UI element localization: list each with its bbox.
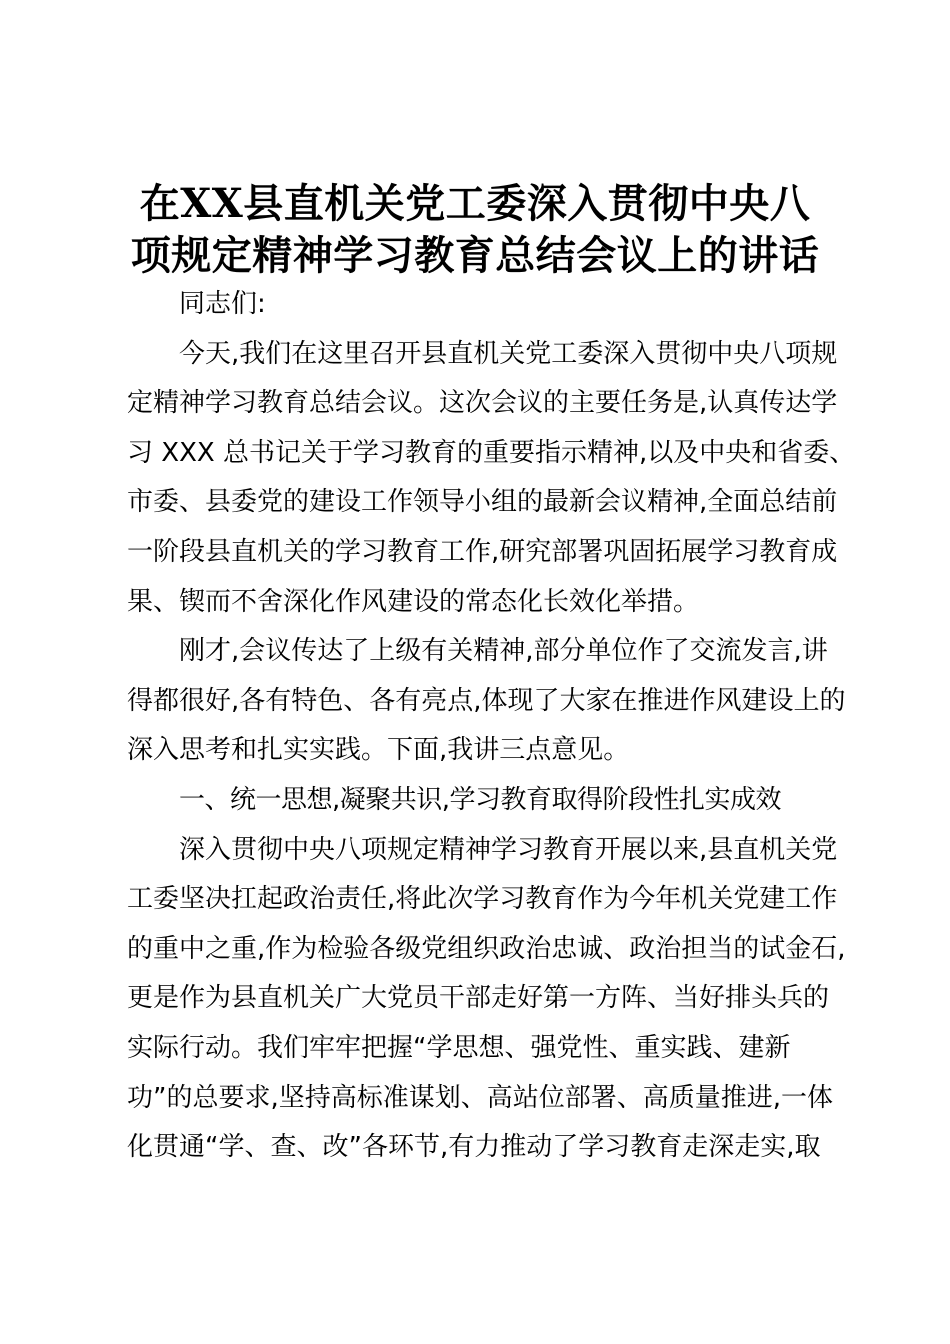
text-line: 果、锲而不舍深化作风建设的常态化长效化举措。 — [127, 586, 700, 617]
text-line: 深入思考和扎实实践。下面,我讲三点意见。 — [127, 735, 630, 766]
document-title — [110, 178, 840, 282]
paragraph-1 — [127, 330, 856, 628]
title-line-1: 在XX县直机关党工委深入贯彻中央八 — [139, 180, 811, 227]
text-line: 实际行动。我们牢牢把握“学思想、强党性、重实践、建新 — [127, 1032, 791, 1063]
text-line: 更是作为县直机关广大党员干部走好第一方阵、当好排头兵的 — [127, 983, 830, 1014]
text-line: 功”的总要求,坚持高标准谋划、高站位部署、高质量推进,一体 — [127, 1082, 833, 1113]
title-line-2: 项规定精神学习教育总结会议上的讲话 — [130, 232, 820, 279]
document-body — [127, 280, 856, 1173]
salutation — [127, 280, 833, 330]
text-line: 定精神学习教育总结会议。这次会议的主要任务是,认真传达学 — [127, 388, 838, 419]
text-line: 得都很好,各有特色、各有亮点,体现了大家在推进作风建设上的 — [127, 685, 846, 716]
salutation-text: 同志们: — [179, 289, 266, 319]
text-line: 化贯通“学、查、改”各环节,有力推动了学习教育走深走实,取 — [127, 1132, 821, 1163]
text-line: 一阶段县直机关的学习教育工作,研究部署巩固拓展学习教育成 — [127, 536, 838, 567]
text-line: 习 XXX 总书记关于学习教育的重要指示精神,以及中央和省委、 — [127, 437, 856, 468]
text-line: 市委、县委党的建设工作领导小组的最新会议精神,全面总结前 — [127, 487, 838, 518]
section-heading: 一、统一思想,凝聚共识,学习教育取得阶段性扎实成效 — [179, 784, 782, 815]
text-line: 刚才,会议传达了上级有关精神,部分单位作了交流发言,讲 — [179, 636, 828, 667]
text-line: 深入贯彻中央八项规定精神学习教育开展以来,县直机关党 — [179, 834, 838, 865]
text-line: 工委坚决扛起政治责任,将此次学习教育作为今年机关党建工作 — [127, 884, 838, 915]
text-line: 的重中之重,作为检验各级党组织政治忠诚、政治担当的试金石, — [127, 933, 846, 964]
paragraph-2 — [127, 627, 846, 776]
paragraph-3 — [127, 826, 846, 1173]
text-line: 今天,我们在这里召开县直机关党工委深入贯彻中央八项规 — [179, 338, 838, 369]
